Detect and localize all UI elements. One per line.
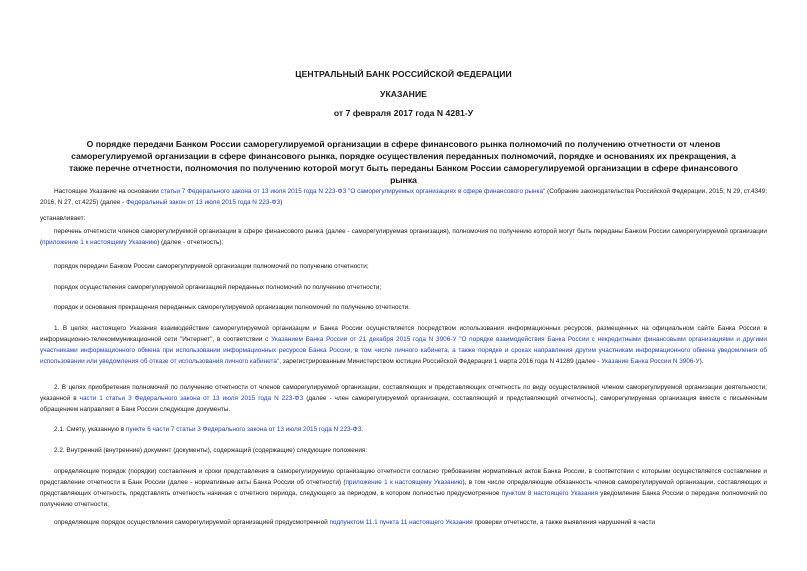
p2-text-2: (далее - член саморегулируемой организации, составляющий и представляющий отчетность), саморегулируемая организация вместе с письменным обращением направляет в Банк России следующие документы. (40, 395, 767, 413)
p2-text-1: 2. В целях приобретения полномочий по получению отчетности от членов саморегулируемой организации, составляющих и представляющих отчетность по виду осуществляемой членом саморегулируемой организации деятельности, указанной в (40, 384, 767, 402)
paragraph-2 (40, 382, 767, 415)
p22a-text-3: уведомление Банка России о передаче полномочий по получению отчетности; (40, 490, 767, 508)
intro-text-1: Настоящее Указание на основании (54, 188, 161, 195)
intro-text-2: (Собрание законодательства Российской Федерации, 2015, N 29, ст.4349; 2016, N 27, ст.4225) (далее - (40, 188, 767, 206)
p1-text-2: , зарегистрированным Министерством юстиции Российской Федерации 1 марта 2016 года N 41289 (далее - (279, 358, 602, 365)
p22b-text-2: проверки отчетности, а также выявления нарушений в части (472, 519, 656, 526)
list-item-transfer-procedure: порядок передачи Банком России саморегулируемой организации полномочий по получению отчетности; (54, 263, 369, 270)
document-type-heading: УКАЗАНИЕ (380, 89, 427, 99)
p1-text-3: ). (699, 358, 704, 365)
document-date-number: от 7 февраля 2017 года N 4281-У (333, 108, 474, 118)
p21-text-1: 2.1. Смету, указанную в (54, 426, 126, 433)
intro-text-3: ) (280, 199, 283, 206)
point-8-link[interactable]: пунктом 8 настоящего Указания (501, 490, 598, 497)
paragraph-1 (40, 323, 767, 367)
list1-text-1: перечень отчетности членов саморегулируемой организации в сфере финансового рынка (далее - саморегулируемая организация), полномочия по получению которой могут быть переданы Банком России саморегулируемой организации ( (40, 228, 767, 246)
appendix-1-link-2[interactable]: приложение 1 к настоящему Указанию (345, 479, 463, 486)
appendix-1-link[interactable]: приложение 1 к настоящему Указанию (42, 239, 158, 246)
p21-text-2: . (361, 426, 364, 433)
bank-directive-3906-u-link[interactable]: Указанием Банка России от 21 декабря 2015 года N 3906-У "О порядке взаимодействия Банка России с некредитными финансовыми организациями и другими участниками информационного обмена при использовании информационных ресурсов Банка России, в том числе личного кабинета, а также порядке и сроках направления другим участникам информационного обмена уведомления об использовании или уведомления об отказе от использования личного кабинета" (40, 336, 767, 365)
list-item-reporting-list (40, 226, 767, 248)
document-title: О порядке передачи Банком России саморегулируемой организации в сфере финансового рынка полномочий по получению отчетности от членов саморегулируемой организации в сфере финансового рынка, порядке осуществления переданных полномочий, порядке и основаниях их прекращения, а также перечне отчетности, полномочия по получению которой могут быть переданы Банком России саморегулируемой организации в сфере финансового рынка (68, 139, 738, 185)
federal-law-223-article-3-part-7-link[interactable]: пункте 6 части 7 статьи 3 Федерального закона от 13 июля 2015 года N 223-ФЗ (125, 426, 362, 433)
list1-text-2: ) (далее - отчетность); (157, 239, 224, 246)
list-item-exercise-procedure: порядок осуществления саморегулируемой организацией переданных полномочий по получению отчетности; (54, 284, 382, 291)
paragraph-2-2-b (40, 517, 767, 528)
paragraph-2-2: 2.2. Внутренний (внутренние) документ (документы), содержащий (содержащие) следующие положения: (54, 447, 368, 454)
federal-law-223-article-3-part-1-link[interactable]: части 1 статьи 3 Федерального закона от 13 июля 2015 года N 223-ФЗ (79, 395, 304, 402)
p22a-text-1: определяющие порядок (порядки) составления и сроки представления в саморегулируемую организацию отчетности согласно требованиям нормативных актов Банка России, в соответствии с которыми осуществляется составление и представление отчетности в Банк России (далее - нормативные акты Банка России об отчетности) ( (40, 468, 767, 486)
paragraph-2-1 (54, 424, 767, 435)
intro-paragraph (40, 186, 767, 208)
list-item-termination-procedure: порядок и основания прекращения переданных саморегулируемой организации полномочий по получению отчетности. (54, 304, 410, 311)
subpoint-11-1-link[interactable]: подпунктом 11.1 пункта 11 настоящего Указания (329, 519, 473, 526)
paragraph-2-2-a (40, 466, 767, 510)
p22b-text-1: определяющие порядок осуществления саморегулируемой организацией предусмотренной (54, 519, 330, 526)
establishes-label: устанавливает: (40, 215, 86, 222)
bank-name-heading: ЦЕНТРАЛЬНЫЙ БАНК РОССИЙСКОЙ ФЕДЕРАЦИИ (295, 69, 512, 79)
federal-law-223-link[interactable]: Федеральный закон от 13 июля 2015 года N 223-ФЗ (126, 199, 281, 206)
federal-law-223-article-7-link[interactable]: статьи 7 Федерального закона от 13 июля 2015 года N 223-ФЗ "О саморегулируемых организациях в сфере финансового рынка" (160, 188, 546, 195)
p1-text-1: 1. В целях настоящего Указания взаимодействие саморегулируемой организации и Банка России осуществляется посредством использования информационных ресурсов, размещенных на официальном сайте Банка России в информационно-телекоммуникационной сети "Интернет", в соответствии с (40, 325, 767, 343)
p22a-text-2: ), в том числе определяющие обязанность членов саморегулируемой организации, составляющих и представляющих отчетность, представлять отчетность начиная с отчетного периода, следующего за периодом, в котором полностью предусмотренное (40, 479, 767, 497)
bank-directive-3906-u-short-link[interactable]: Указание Банка России N 3906-У (601, 358, 700, 365)
